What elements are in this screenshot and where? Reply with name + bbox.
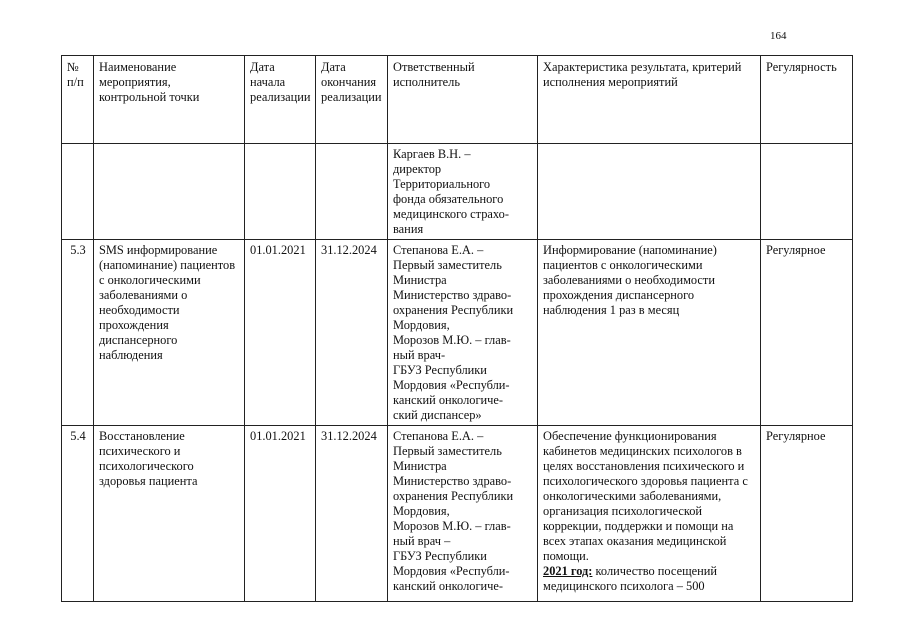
responsible-line: Первый заместитель	[393, 444, 502, 458]
responsible-line: вания	[393, 222, 424, 236]
responsible-line: Мордовия,	[393, 504, 450, 518]
cell-empty	[94, 144, 245, 240]
cell-num: 5.4	[62, 426, 94, 602]
cell-responsible	[388, 426, 538, 602]
responsible-line: ный врач –	[393, 534, 451, 548]
cell-result	[538, 426, 761, 602]
header-end-date: Дата окончания реализации	[316, 56, 388, 144]
cell-end-date: 31.12.2024	[316, 426, 388, 602]
responsible-line: медицинского страхо-	[393, 207, 509, 221]
responsible-line: канский онкологиче-	[393, 579, 504, 593]
cell-start-date: 01.01.2021	[245, 240, 316, 426]
responsible-line: Морозов М.Ю. – глав-	[393, 519, 511, 533]
header-responsible: Ответственный исполнитель	[388, 56, 538, 144]
cell-start-date: 01.01.2021	[245, 426, 316, 602]
header-name: Наименование мероприятия, контрольной точки	[94, 56, 245, 144]
result-year-label: 2021 год:	[543, 564, 593, 578]
responsible-line: Мордовия,	[393, 318, 450, 332]
table-row-continuation	[62, 144, 853, 240]
responsible-line: охранения Республики	[393, 489, 514, 503]
responsible-line: Министра	[393, 273, 447, 287]
result-text: Обеспечение функционирования кабинетов медицинских психологов в целях восстановления психического и психологического здоровья пациента с онкологическими заболеваниями, организация психологической коррекции, поддержки и помощи на всех этапах оказания медицинской помощи.	[543, 429, 748, 563]
cell-name: Восстановление психического и психологического здоровья пациента	[94, 426, 245, 602]
responsible-line: Министра	[393, 459, 447, 473]
cell-result: Информирование (напоминание) пациентов с онкологическими заболеваниями о необходимости прохождения диспансерного наблюдения 1 раз в месяц	[538, 240, 761, 426]
cell-regularity: Регулярное	[761, 426, 853, 602]
responsible-line: фонда обязательного	[393, 192, 504, 206]
cell-regularity: Регулярное	[761, 240, 853, 426]
responsible-line: канский онкологиче-	[393, 393, 504, 407]
responsible-line: Каргаев В.Н. –	[393, 147, 471, 161]
responsible-line: Мордовия «Республи-	[393, 378, 510, 392]
header-num: № п/п	[62, 56, 94, 144]
cell-responsible	[388, 144, 538, 240]
cell-num: 5.3	[62, 240, 94, 426]
result-year-text: количество посещений медицинского психолога – 500	[543, 564, 718, 593]
responsible-line: ГБУЗ Республики	[393, 549, 487, 563]
header-regularity: Регулярность	[761, 56, 853, 144]
responsible-line: директор	[393, 162, 442, 176]
responsible-line: ный врач-	[393, 348, 446, 362]
table-row	[62, 240, 853, 426]
table-row	[62, 426, 853, 602]
responsible-line: ГБУЗ Республики	[393, 363, 487, 377]
cell-name: SMS информирование (напоминание) пациентов с онкологическими заболеваниями о необходимости прохождения диспансерного наблюдения	[94, 240, 245, 426]
responsible-line: Степанова Е.А. –	[393, 243, 484, 257]
responsible-line: Морозов М.Ю. – глав-	[393, 333, 511, 347]
cell-empty	[761, 144, 853, 240]
cell-empty	[245, 144, 316, 240]
responsible-line: Территориального	[393, 177, 491, 191]
responsible-line: охранения Республики	[393, 303, 514, 317]
responsible-line: Степанова Е.А. –	[393, 429, 484, 443]
responsible-line: Мордовия «Республи-	[393, 564, 510, 578]
cell-responsible	[388, 240, 538, 426]
header-result: Характеристика результата, критерий исполнения мероприятий	[538, 56, 761, 144]
page-number: 164	[770, 30, 787, 42]
activities-table	[61, 55, 853, 602]
cell-empty	[538, 144, 761, 240]
table-header-row	[62, 56, 853, 144]
responsible-line: Министерство здраво-	[393, 288, 512, 302]
responsible-line: Министерство здраво-	[393, 474, 512, 488]
cell-end-date: 31.12.2024	[316, 240, 388, 426]
cell-empty	[62, 144, 94, 240]
responsible-line: Первый заместитель	[393, 258, 502, 272]
header-start-date: Дата начала реализации	[245, 56, 316, 144]
responsible-line: ский диспансер»	[393, 408, 482, 422]
cell-empty	[316, 144, 388, 240]
